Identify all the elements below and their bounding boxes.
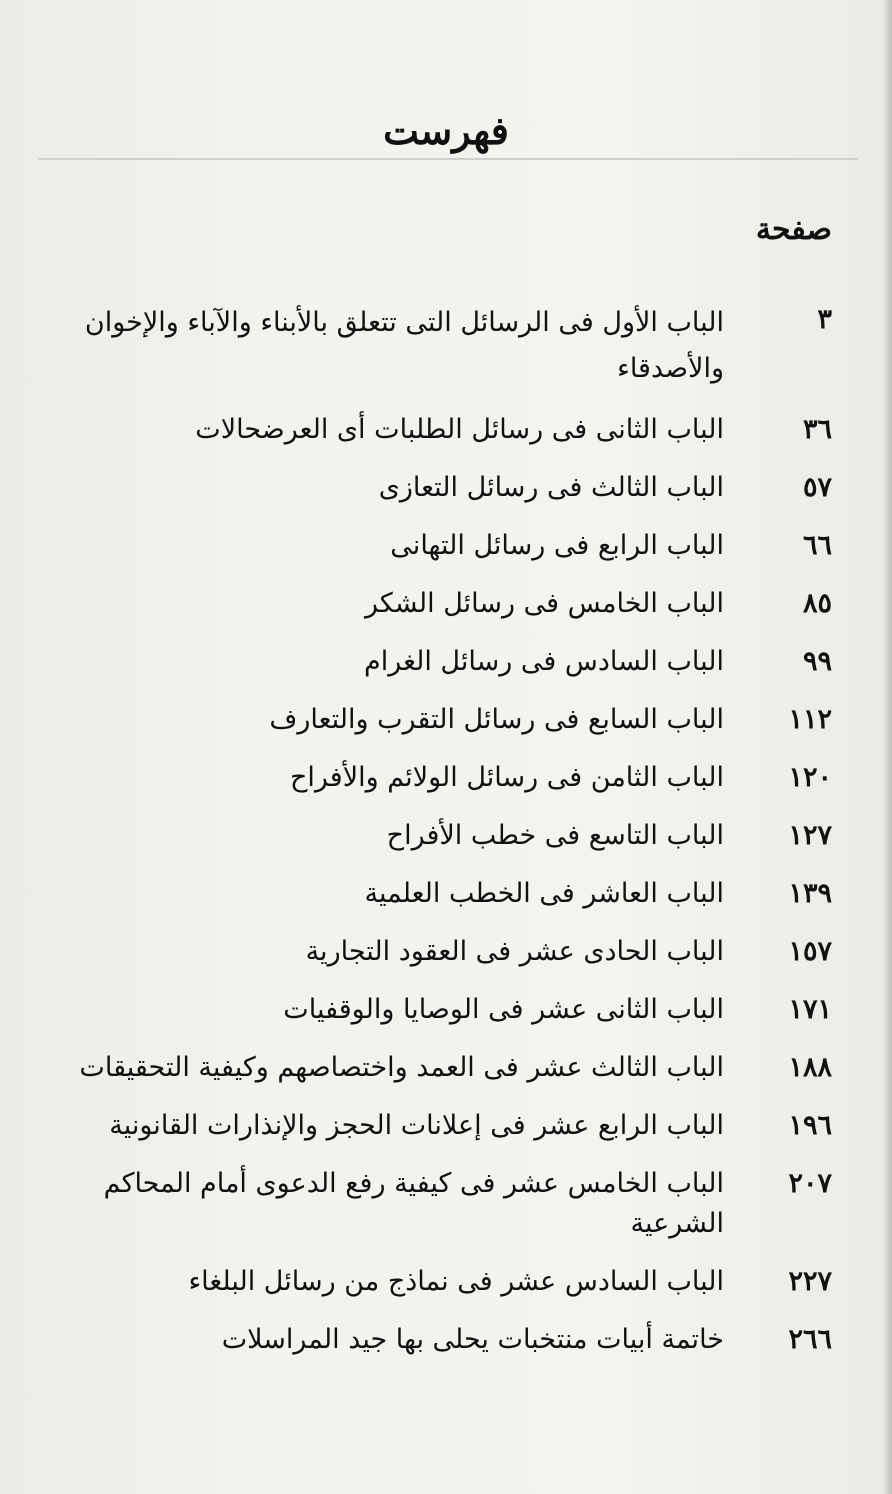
toc-page-number: ٥٧ xyxy=(802,472,832,503)
toc-row xyxy=(2,1048,832,1088)
toc-page-number: ١٢٠ xyxy=(788,762,832,793)
page-column-header: صفحة xyxy=(755,212,832,247)
toc-entry-text: الباب الرابع فى رسائل التهانى xyxy=(390,530,724,561)
toc-row xyxy=(2,816,832,856)
toc-page-number: ١٧١ xyxy=(788,994,832,1025)
toc-entry-text: الباب الخامس فى رسائل الشكر xyxy=(364,588,724,619)
toc-row xyxy=(2,874,832,914)
toc-entry-text: الباب السابع فى رسائل التقرب والتعارف xyxy=(269,704,724,735)
toc-entry-text: الباب الثالث فى رسائل التعازى xyxy=(378,472,724,503)
toc-entry-text: الباب الثالث عشر فى العمد واختصاصهم وكيفية التحقيقات xyxy=(79,1052,724,1083)
toc-page-number: ٣ xyxy=(817,304,832,335)
toc-page-number: ٣٦ xyxy=(802,414,832,445)
toc-row xyxy=(2,1262,832,1302)
toc-page-number: ٩٩ xyxy=(802,646,832,677)
toc-row xyxy=(2,1164,832,1244)
toc-entry-text: الباب السادس فى رسائل الغرام xyxy=(363,646,724,677)
toc-page-number: ٨٥ xyxy=(802,588,832,619)
toc-page-number: ٢٠٧ xyxy=(788,1168,832,1199)
toc-entry-text: خاتمة أبيات منتخبات يحلى بها جيد المراسلات xyxy=(221,1324,724,1355)
toc-page-number: ١٣٩ xyxy=(788,878,832,909)
toc-row xyxy=(2,932,832,972)
toc-entry-text: الباب الثانى عشر فى الوصايا والوقفيات xyxy=(283,994,724,1025)
toc-entry-text: الباب العاشر فى الخطب العلمية xyxy=(364,878,724,909)
toc-page-number: ١٢٧ xyxy=(788,820,832,851)
toc-row xyxy=(2,700,832,740)
toc-entry-text: الباب الخامس عشر فى كيفية رفع الدعوى أمام المحاكم الشرعية xyxy=(103,1168,724,1239)
toc-row xyxy=(2,1106,832,1146)
toc-row xyxy=(2,468,832,508)
title-divider xyxy=(38,158,858,160)
toc-page-number: ١٨٨ xyxy=(788,1052,832,1083)
toc-page-number: ١٥٧ xyxy=(788,936,832,967)
toc-entry-text: الباب الأول فى الرسائل التى تتعلق بالأبناء والآباء والإخوان والأصدقاء xyxy=(84,307,724,384)
toc-entry-text: الباب الرابع عشر فى إعلانات الحجز والإنذارات القانونية xyxy=(109,1110,724,1141)
toc-entry-text: الباب الثانى فى رسائل الطلبات أى العرضحالات xyxy=(195,414,724,445)
page-edge-shadow xyxy=(882,0,892,1494)
toc-entry-text: الباب الحادى عشر فى العقود التجارية xyxy=(305,936,724,967)
toc-row xyxy=(2,526,832,566)
toc-row xyxy=(2,642,832,682)
toc-row xyxy=(2,1320,832,1360)
toc-row xyxy=(2,410,832,450)
page-title: فهرست xyxy=(383,108,509,153)
toc-page-number: ٢٦٦ xyxy=(788,1324,832,1355)
toc-row xyxy=(2,990,832,1030)
toc-page-number: ٦٦ xyxy=(802,530,832,561)
toc-entry-text: الباب الثامن فى رسائل الولائم والأفراح xyxy=(289,762,724,793)
toc-page-number: ٢٢٧ xyxy=(788,1266,832,1297)
toc-page-number: ١١٢ xyxy=(788,704,832,735)
table-of-contents xyxy=(2,300,832,1378)
toc-row xyxy=(2,584,832,624)
toc-row xyxy=(2,300,832,392)
toc-entry-text: الباب السادس عشر فى نماذج من رسائل البلغاء xyxy=(188,1266,724,1297)
toc-entry-text: الباب التاسع فى خطب الأفراح xyxy=(386,820,724,851)
toc-row xyxy=(2,758,832,798)
toc-page-number: ١٩٦ xyxy=(788,1110,832,1141)
